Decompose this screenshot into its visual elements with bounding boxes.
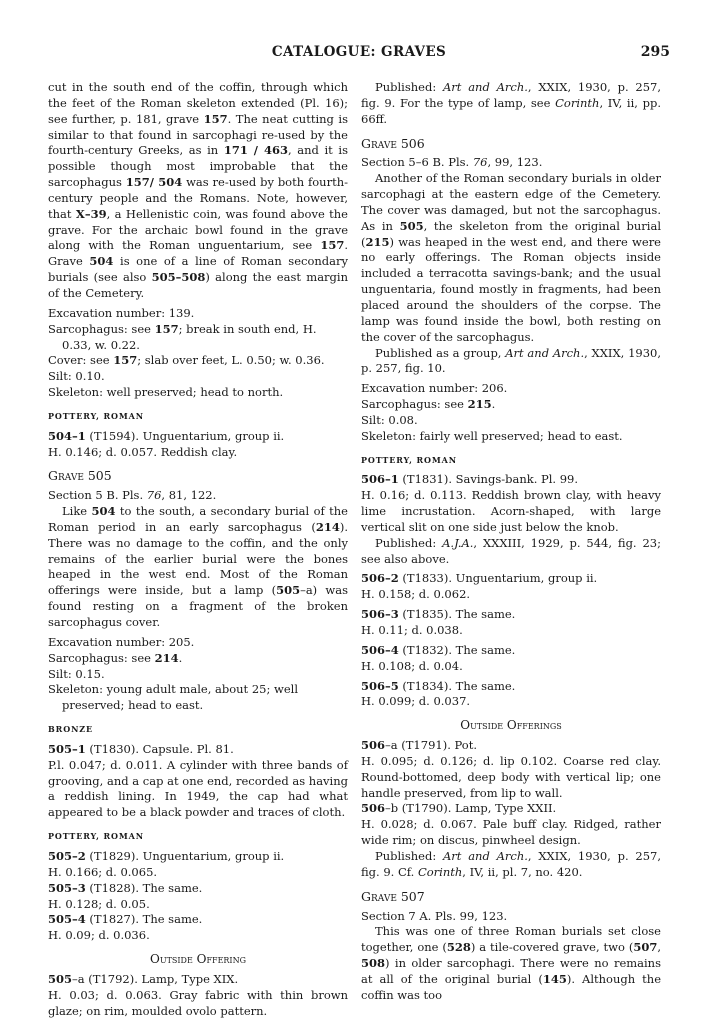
section-507: Section 7 A. Pls. 99, 123. (361, 908, 508, 923)
group-heading-pottery-roman: POTTERY, ROMAN (48, 831, 144, 842)
description-505-a: H. 0.03; d. 0.063. Gray fabric with thin brown glaze; on rim, moulded ovolo pattern. (48, 987, 348, 1018)
paragraph-intro-continued: cut in the south end of the coffin, through which the feet of the Roman skeleton extended (Pl. 16); see further, p. 181, grave 157. The neat cutting is similar to that found in sarcophagi re-used by the fourth-century Greeks, as in 171 / 463, and it is possible though most improbable that the sarcophagus 157/ 504 was re-used by both fourth-century people and the Romans. Note, however, that X–39, a Hellenistic coin, was found above the grave. For the archaic bowl found in the grave along with the Roman unguentarium, see 157. Grave 504 is one of a line of Roman secondary burials (see also 505–508) along the east margin of the Cemetery. (48, 80, 348, 300)
right-column (361, 80, 661, 1004)
catalogue-entry-505-a: 505–a (T1792). Lamp, Type XIX. (48, 971, 239, 986)
grave-heading-507: Grave 507 (361, 888, 425, 904)
group-heading-pottery-roman: POTTERY, ROMAN (48, 410, 144, 421)
published-506-1: Published: A.J.A., XXXIII, 1929, p. 544, fig. 23; see also above. (361, 535, 661, 566)
catalogue-entry-505-3: 505–3 (T1828). The same. (48, 880, 203, 895)
catalogue-entry-506-1: 506–1 (T1831). Savings-bank. Pl. 99. (361, 472, 579, 487)
catalogue-entry-506-3: 506–3 (T1835). The same. (361, 607, 516, 622)
excavation-number-505: Excavation number: 205. (48, 634, 195, 649)
page-number: 295 (640, 44, 670, 60)
sarcophagus-506: Sarcophagus: see 215. (361, 397, 496, 412)
sarcophagus-505: Sarcophagus: see 214. (48, 650, 183, 665)
subheading-outside-offerings: Outside Offerings (460, 718, 562, 733)
description-506-b: H. 0.028; d. 0.067. Pale buff clay. Ridged, rather wide rim; on discus, pinwheel design. (361, 817, 661, 848)
description-506-a: H. 0.095; d. 0.126; d. lip 0.102. Coarse red clay. Round-bottomed, deep body with vertical lip; one handle preserved, from lip to wall. (361, 753, 661, 800)
paragraph-505: Like 504 to the south, a secondary burial of the Roman period in an early sarcophagus (214). There was no damage to the coffin, and the only remains of the earlier burial were the bones heaped in the west end. Most of the Roman offerings were inside, but a lamp (505–a) was found resting on a fragment of the broken sarcophagus cover. (48, 504, 348, 629)
published-506: Published as a group, Art and Arch., XXIX, 1930, p. 257, fig. 10. (361, 345, 661, 376)
grave-heading-505: Grave 505 (48, 468, 112, 484)
measurements-505-3: H. 0.128; d. 0.05. (48, 896, 150, 911)
measurements-505-4: H. 0.09; d. 0.036. (48, 928, 150, 943)
excavation-number-506: Excavation number: 206. (361, 381, 508, 396)
measurements-506-2: H. 0.158; d. 0.062. (361, 587, 471, 602)
catalogue-entry-505-2: 505–2 (T1829). Unguentarium, group ii. (48, 848, 285, 863)
catalogue-entry-506-a: 506–a (T1791). Pot. (361, 738, 477, 753)
excavation-number-504: Excavation number: 139. (48, 305, 195, 320)
skeleton-504: Skeleton: well preserved; head to north. (48, 385, 284, 400)
catalogue-entry-506-b: 506–b (T1790). Lamp, Type XXII. (361, 801, 557, 816)
skeleton-506: Skeleton: fairly well preserved; head to east. (361, 428, 623, 443)
sarcophagus-504: Sarcophagus: see 157; break in south end, H. 0.33, w. 0.22. (48, 321, 317, 352)
published-506-b: Published: Art and Arch., XXIX, 1930, p. 257, fig. 9. Cf. Corinth, IV, ii, pl. 7, no. 420. (361, 848, 661, 879)
subheading-outside-offering: Outside Offering (150, 952, 246, 967)
skeleton-505: Skeleton: young adult male, about 25; well preserved; head to east. (48, 682, 298, 713)
measurements-504-1: H. 0.146; d. 0.057. Reddish clay. (48, 444, 238, 459)
catalogue-entry-506-2: 506–2 (T1833). Unguentarium, group ii. (361, 571, 598, 586)
description-506-1: H. 0.16; d. 0.113. Reddish brown clay, with heavy lime incrustation. Acorn-shaped, with large vertical slit on one side just below the knob. (361, 488, 661, 534)
measurements-505-2: H. 0.166; d. 0.065. (48, 864, 158, 879)
catalogue-entry-505-4: 505–4 (T1827). The same. (48, 912, 203, 927)
group-heading-pottery-roman: POTTERY, ROMAN (361, 454, 457, 465)
paragraph-506: Another of the Roman secondary burials in older sarcophagi at the eastern edge of the Cemetery. The cover was damaged, but not the sarcophagus. As in 505, the skeleton from the original burial (215) was heaped in the west end, and there were no early offerings. The Roman objects inside included a terracotta savings-bank; and the usual unguentaria, found mostly in fragments, had been placed around the shoulders of the corpse. The lamp was found inside the bowl, both resting on the cover of the sarcophagus. (361, 171, 661, 344)
catalogue-entry-506-4: 506–4 (T1832). The same. (361, 642, 516, 657)
group-heading-bronze: BRONZE (48, 724, 94, 735)
published-505-a: Published: Art and Arch., XXIX, 1930, p. 257, fig. 9. For the type of lamp, see Corinth, IV, ii, pp. 66ff. (361, 80, 661, 126)
measurements-506-4: H. 0.108; d. 0.04. (361, 658, 463, 673)
cover-504: Cover: see 157; slab over feet, L. 0.50; w. 0.36. (48, 353, 325, 368)
catalogue-entry-506-5: 506–5 (T1834). The same. (361, 678, 516, 693)
catalogue-entry-504-1: 504–1 (T1594). Unguentarium, group ii. (48, 428, 285, 443)
grave-heading-506: Grave 506 (361, 135, 425, 151)
paragraph-507: This was one of three Roman burials set close together, one (528) a tile-covered grave, two (507, 508) in older sarcophagi. There were no remains at all of the original burial (145). Although the coffin was too (361, 924, 661, 1002)
catalogue-entry-505-1: 505–1 (T1830). Capsule. Pl. 81. (48, 741, 234, 756)
silt-504: Silt: 0.10. (48, 369, 105, 384)
page-header (48, 44, 670, 64)
section-506: Section 5–6 B. Pls. 76, 99, 123. (361, 155, 543, 170)
measurements-506-3: H. 0.11; d. 0.038. (361, 623, 463, 637)
silt-506: Silt: 0.08. (361, 412, 418, 427)
left-column (48, 80, 348, 1019)
measurements-506-5: H. 0.099; d. 0.037. (361, 694, 471, 709)
description-505-1: P.l. 0.047; d. 0.011. A cylinder with three bands of grooving, and a cap at one end, recorded as having a reddish lining. In 1949, the cap had what appeared to be a black powder and traces of cloth. (48, 757, 348, 820)
section-505: Section 5 B. Pls. 76, 81, 122. (48, 488, 217, 503)
silt-505: Silt: 0.15. (48, 666, 105, 681)
running-head: CATALOGUE: GRAVES (271, 44, 447, 60)
